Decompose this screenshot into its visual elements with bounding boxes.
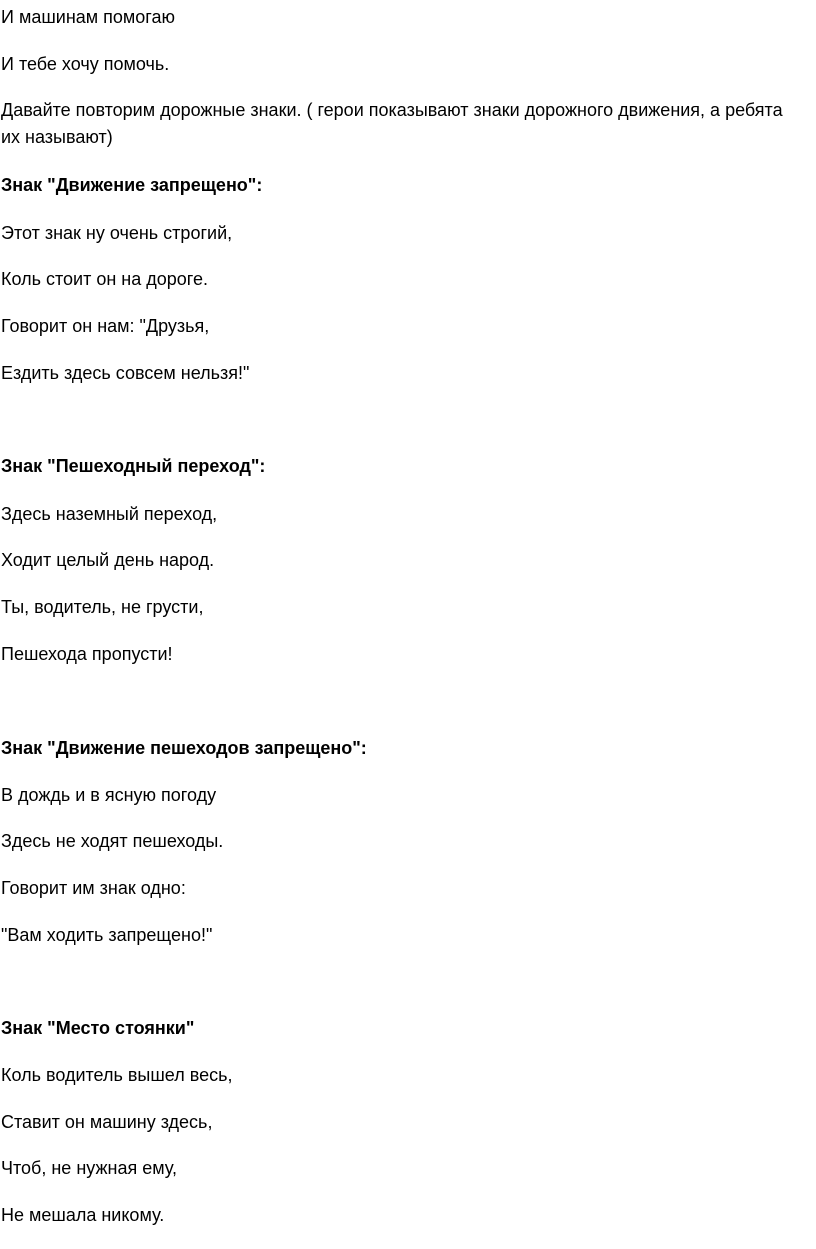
verse-line: Чтоб, не нужная ему, — [1, 1158, 177, 1178]
verse-title: Знак "Движение пешеходов запрещено": — [1, 738, 367, 758]
verse-line: Коль стоит он на дороге. — [1, 269, 208, 289]
intro-line-2: И тебе хочу помочь. — [1, 54, 170, 74]
verse-title: Знак "Место стоянки" — [1, 1018, 195, 1038]
verse-line: Ездить здесь совсем нельзя!" — [1, 363, 250, 383]
intro-instruction: Давайте повторим дорожные знаки. ( герои показывают знаки дорожного движения, а ребята их называют) — [1, 100, 783, 147]
verse-line: Не мешала никому. — [1, 1205, 165, 1225]
verse-line: Этот знак ну очень строгий, — [1, 223, 233, 243]
verse-title: Знак "Движение запрещено": — [1, 175, 263, 195]
verse-title: Знак "Пешеходный переход": — [1, 456, 266, 476]
intro-line-1: И машинам помогаю — [1, 7, 175, 27]
verse-line: Говорит им знак одно: — [1, 878, 186, 898]
verse-line: Ты, водитель, не грусти, — [1, 597, 204, 617]
verse-line: "Вам ходить запрещено!" — [1, 925, 213, 945]
verse-line: Пешехода пропусти! — [1, 644, 173, 664]
verse-line: Ставит он машину здесь, — [1, 1112, 213, 1132]
verse-line: В дождь и в ясную погоду — [1, 785, 217, 805]
verse-line: Здесь наземный переход, — [1, 504, 218, 524]
verse-line: Здесь не ходят пешеходы. — [1, 831, 224, 851]
verse-line: Коль водитель вышел весь, — [1, 1065, 233, 1085]
verse-line: Говорит он нам: "Друзья, — [1, 316, 210, 336]
verse-line: Ходит целый день народ. — [1, 550, 215, 570]
